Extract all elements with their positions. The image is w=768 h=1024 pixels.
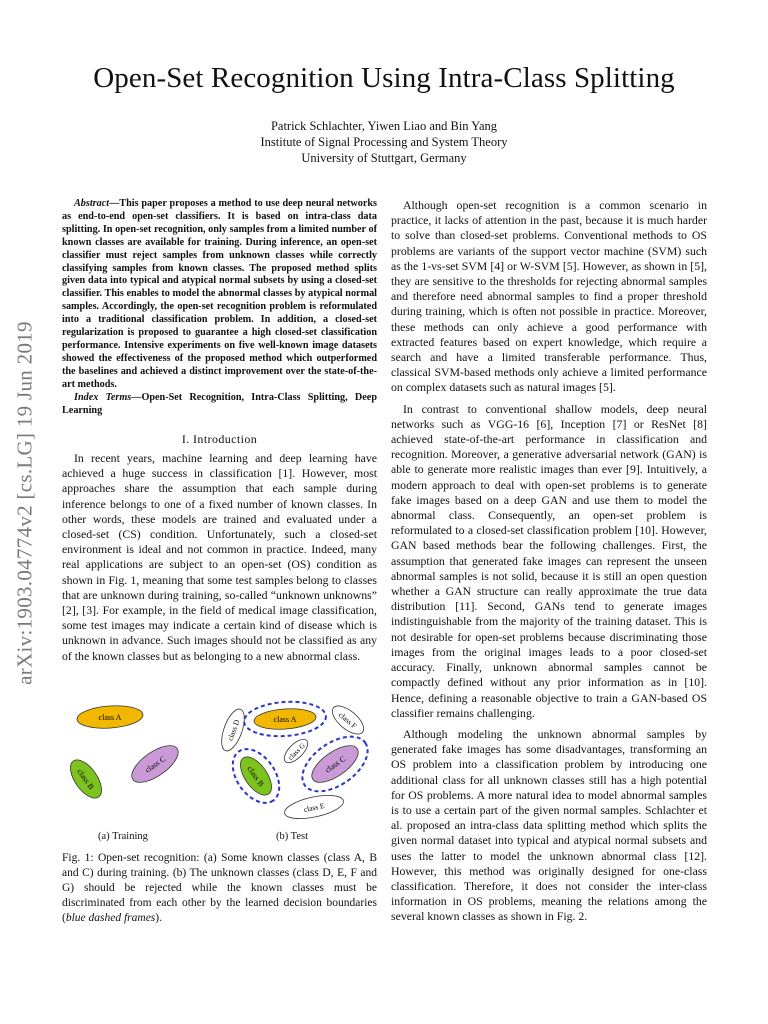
- affiliation-institute: Institute of Signal Processing and System Theory: [260, 135, 508, 149]
- arxiv-stamp: arXiv:1903.04774v2 [cs.LG] 19 Jun 2019: [12, 320, 37, 685]
- section-heading-introduction: I. Introduction: [181, 432, 258, 446]
- class-b-label: class B: [75, 767, 96, 792]
- class-a-label: class A: [98, 713, 122, 722]
- class-a-test-label: class A: [273, 715, 297, 724]
- intro-column-left: [62, 451, 377, 670]
- figure-1-illustration: [58, 694, 380, 844]
- class-b-test-label: class B: [245, 764, 266, 789]
- subcaption-training: (a) Training: [98, 831, 148, 842]
- class-c-label: class C: [143, 754, 168, 775]
- class-f-label: class F: [336, 710, 359, 731]
- affiliation-university: University of Stuttgart, Germany: [301, 151, 467, 165]
- right-paragraph-2: In contrast to conventional shallow models, deep neural networks such as VGG-16 [6], Inception [7] or ResNet [8] achieved state-of-the-art performance in classification and recognition. Moreover, a generative adversarial network (GAN) is able to generate more realistic images than ever [9]. Intuitively, a modern approach to deal with open-set problems is to generate fake images based on a deep GAN and use them to model the abnormal class. Consequently, an open-set problem is reformulated to a closed-set classification problem [10]. However, GAN based methods bear the following challenges. First, the assumption that generated fake images can represent the unseen abnormal samples is not solid, because it is still an open question whether a GAN structure can really approximate the true data distribution [11]. Second, GANs tend to generate images indistinguishable from the majority of the training dataset. This is not desirable for open-set problems because discriminating those images from the original images leads to a poor closed-set accuracy. Finally, unknown abnormal samples cannot be compactly defined without any prior information as in [10]. Hence, defining a reasonable objective to train a GAN-based OS classifier remains challenging.: [391, 401, 707, 720]
- caption-label: Fig. 1:: [62, 852, 94, 864]
- figure-1: [58, 694, 380, 844]
- class-c-test-label: class C: [323, 754, 348, 775]
- author-block: [0, 118, 768, 166]
- class-e-label: class E: [302, 800, 326, 815]
- abstract-text: —This paper proposes a method to use deep neural networks as end-to-end open-set classifiers. It is based on intra-class data splitting. In open-set recognition, only samples from a limited number of known classes are available for training. During inference, an open-set classifier must reject samples from unknown classes while correctly classifying samples from known classes. The proposed method splits given data into typical and atypical normal subsets by using a closed-set classifier. This enables to model the abnormal classes by atypical normal samples. Accordingly, the open-set recognition problem is reformulated into a traditional classification problem. In addition, a closed-set regularization is proposed to guarantee a high closed-set classification performance. Intensive experiments on five well-known image datasets showed the effectiveness of the proposed method which outperformed the baselines and achieved a distinct improvement over the state-of-the-art methods.: [62, 198, 377, 390]
- subcaption-test: (b) Test: [276, 831, 309, 842]
- author-names: Patrick Schlachter, Yiwen Liao and Bin Yang: [270, 119, 498, 133]
- caption-end: ).: [155, 912, 162, 924]
- figure-1-caption: [62, 851, 377, 926]
- caption-text: Open-set recognition: (a) Some known classes (class A, B and C) during training. (b) The unknown classes (class D, E, F and G) should be rejected while the known classes must be discriminated from each other by the learned decision boundaries (: [62, 852, 377, 924]
- training-panel: [64, 704, 184, 804]
- paper-title: Open-Set Recognition Using Intra-Class Splitting: [93, 62, 675, 94]
- right-paragraph-3: Although modeling the unknown abnormal samples by generated fake images has some disadvantages, transforming an OS problem into a classification problem by introducing one additional class for all unknown classes still has a high potential for OS problems. A more natural idea to model abnormal samples is to use a certain part of the given normal samples. Schlachter et al. proposed an intra-class data splitting method which splits the given normal dataset into typical and atypical normal subsets and uses the latter to model the unknown abnormal class [12]. However, this method was originally designed for one-class classification. Therefore, it does not consider the inter-class information in OS problems, meaning the relations among the several known classes as shown in Fig. 2.: [391, 726, 707, 924]
- index-terms-label: Index Terms: [74, 391, 132, 403]
- caption-italic: blue dashed frames: [65, 912, 156, 924]
- right-paragraph-1: Although open-set recognition is a common scenario in practice, it lacks of attention in the past, because it is much harder to solve than closed-set problems. Conventional methods to OS problems are variants of the support vector machine (SVM) such as the 1-vs-set SVM [4] or W-SVM [5]. However, as shown in [5], they are sensitive to the thresholds for rejecting abnormal samples and therefore need abnormal samples to find a proper threshold during training, which is often not possible in practice. Moreover, these methods can only achieve a good performance with extracted features based on expert knowledge, which require a search and have a limited transferable performance. Thus, classical SVM-based methods only achieve a limited performance on complex datasets such as natural images [5].: [391, 198, 707, 395]
- intro-paragraph-1: In recent years, machine learning and deep learning have achieved a huge success in classification [1]. However, most approaches share the assumption that each sample during inference belongs to one of a fixed number of known classes. In other words, these models are trained and evaluated under a closed-set (CS) condition. Unfortunately, such a closed-set environment is ideal and not common in practice. Indeed, many real applications are subject to an open-set (OS) condition as shown in Fig. 1, meaning that some test samples belong to classes that are unknown during training, so-called “unknown unknowns” [2], [3]. For example, in the field of medical image classification, some test images may indicate a certain kind of disease which is unknown in advance. Such images should not be classified as any of the known classes but as belonging to a new abnormal class.: [62, 451, 377, 663]
- class-g-label: class G: [286, 741, 307, 762]
- intro-column-right: [391, 198, 707, 931]
- test-panel: [217, 699, 377, 823]
- index-terms-text: —Open-Set Recognition, Intra-Class Splitting, Deep Learning: [62, 391, 377, 416]
- class-d-label: class D: [225, 718, 242, 742]
- arxiv-sidebar: [10, 280, 40, 725]
- abstract-label: Abstract: [74, 198, 110, 209]
- abstract: [62, 198, 377, 417]
